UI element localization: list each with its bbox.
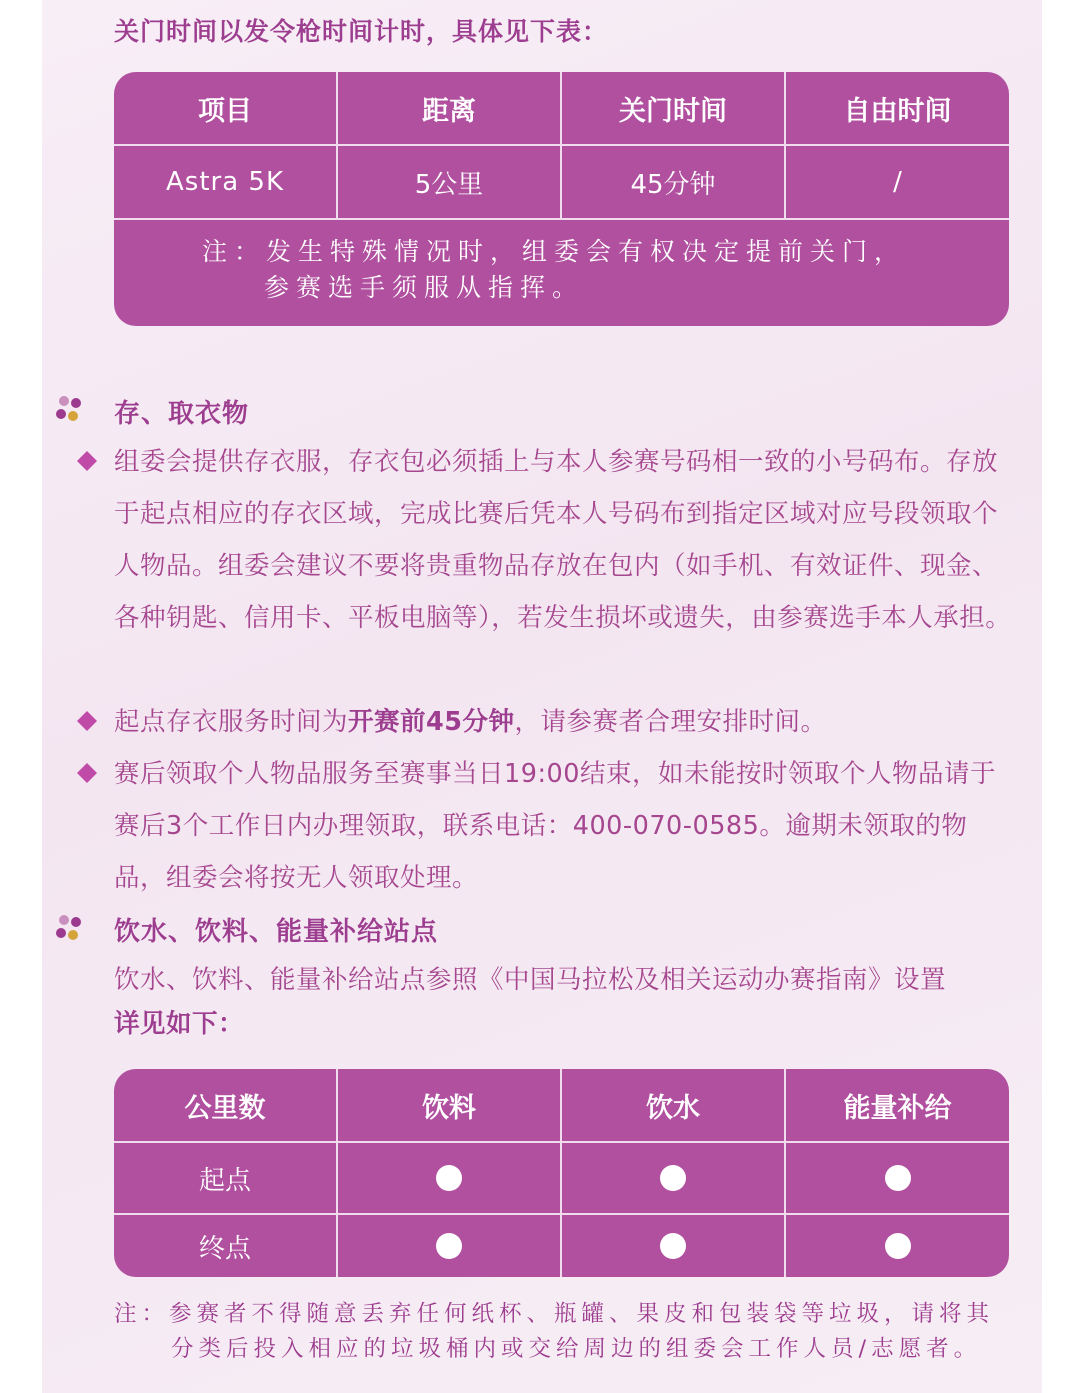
filled-dot-icon bbox=[660, 1233, 686, 1259]
cutoff-table-row bbox=[114, 146, 1009, 220]
storage-p2-tail: ，请参赛者合理安排时间。 bbox=[514, 707, 827, 737]
water-marker bbox=[562, 1215, 786, 1277]
storage-paragraph-1: 组委会提供存衣服，存衣包必须插上与本人参赛号码相一致的小号码布。存放于起点相应的存衣区域，完成比赛后凭本人号码布到指定区域对应号段领取个人物品。组委会建议不要将贵重物品存放在包内（如手机、有效证件、现金、各种钥匙、信用卡、平板电脑等），若发生损坏或遗失，由参赛选手本人承担。 bbox=[114, 447, 1012, 633]
drinks-marker bbox=[338, 1215, 562, 1277]
filled-dot-icon bbox=[436, 1233, 462, 1259]
cell-project: Astra 5K bbox=[114, 146, 338, 218]
header-free-time: 自由时间 bbox=[843, 95, 952, 127]
diamond-bullet-icon bbox=[77, 711, 97, 731]
storage-paragraph-2 bbox=[114, 696, 1012, 748]
storage-paragraph-3: 赛后领取个人物品服务至赛事当日19:00结束，如未能按时领取个人物品请于赛后3个工作日内办理领取，联系电话：400-070-0585。逾期未领取的物品，组委会将按无人领取处理。 bbox=[114, 759, 996, 893]
storage-title: 存、取衣物 bbox=[114, 399, 250, 429]
header-drinks: 饮料 bbox=[338, 1069, 562, 1141]
footnote-line1: 注：参赛者不得随意丢弃任何纸杯、瓶罐、果皮和包装袋等垃圾，请将其 bbox=[114, 1301, 995, 1327]
row-label-start: 起点 bbox=[114, 1143, 338, 1213]
footnote bbox=[114, 1297, 1014, 1367]
supply-table bbox=[114, 1069, 1009, 1277]
supply-row-start bbox=[114, 1143, 1009, 1215]
filled-dot-icon bbox=[885, 1233, 911, 1259]
filled-dot-icon bbox=[885, 1165, 911, 1191]
cell-distance: 5公里 bbox=[338, 146, 562, 218]
supply-title: 饮水、饮料、能量补给站点 bbox=[114, 917, 439, 947]
row-label-finish: 终点 bbox=[114, 1215, 338, 1277]
header-water: 饮水 bbox=[562, 1069, 786, 1141]
flower-icon bbox=[54, 912, 86, 944]
supply-text: 饮水、饮料、能量补给站点参照《中国马拉松及相关运动办赛指南》设置 bbox=[114, 965, 947, 995]
supply-detail: 详见如下： bbox=[114, 1009, 245, 1039]
diamond-bullet-icon bbox=[77, 763, 97, 783]
water-marker bbox=[562, 1143, 786, 1213]
energy-marker bbox=[786, 1215, 1009, 1277]
header-cutoff: 关门时间 bbox=[562, 72, 786, 144]
supply-row-finish bbox=[114, 1215, 1009, 1277]
header-project: 项目 bbox=[114, 72, 338, 144]
cell-cutoff: 45分钟 bbox=[562, 146, 786, 218]
cutoff-note-line1: 注：发生特殊情况时，组委会有权决定提前关门， bbox=[202, 237, 907, 266]
header-energy: 能量补给 bbox=[843, 1092, 952, 1124]
filled-dot-icon bbox=[436, 1165, 462, 1191]
cutoff-note bbox=[114, 220, 1009, 326]
cutoff-table-header bbox=[114, 72, 1009, 146]
storage-p2-highlight: 开赛前45分钟 bbox=[348, 707, 515, 737]
cell-free-time: / bbox=[893, 167, 902, 197]
header-distance: 距离 bbox=[338, 72, 562, 144]
flower-icon bbox=[54, 393, 86, 425]
footnote-line2: 分类后投入相应的垃圾桶内或交给周边的组委会工作人员/志愿者。 bbox=[171, 1336, 982, 1362]
header-km: 公里数 bbox=[114, 1069, 338, 1141]
cutoff-note-line2: 参赛选手须服从指挥。 bbox=[264, 273, 585, 302]
diamond-bullet-icon bbox=[77, 451, 97, 471]
energy-marker bbox=[786, 1143, 1009, 1213]
intro-heading: 关门时间以发令枪时间计时，具体见下表： bbox=[114, 17, 609, 46]
filled-dot-icon bbox=[660, 1165, 686, 1191]
cutoff-table bbox=[114, 72, 1009, 326]
storage-p2-text: 起点存衣服务时间为 bbox=[114, 707, 349, 737]
drinks-marker bbox=[338, 1143, 562, 1213]
supply-table-header bbox=[114, 1069, 1009, 1143]
